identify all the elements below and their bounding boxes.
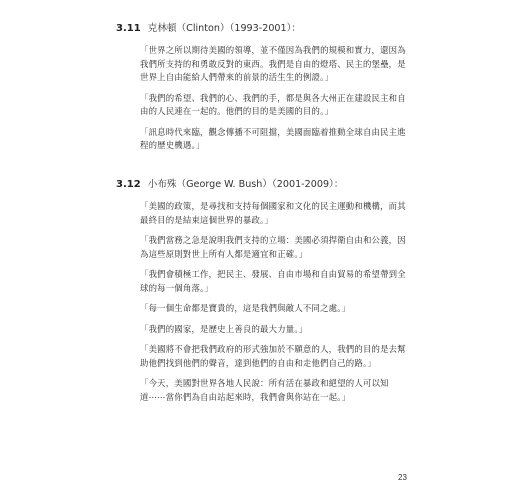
quote-paragraph: 「我們的國家，是歷史上善良的最大力量。」 bbox=[140, 323, 308, 334]
quote-paragraph: 「世界之所以期待美國的領導，並不僅因為我們的規模和實力，還因為我們所支持的和勇敢反對的東西。我們是自由的燈塔、民主的堡壘，是世界上自由能給人們帶來的前景的活生生的例證。」 bbox=[140, 45, 406, 82]
section-subject: 小布殊（George W. Bush）（2001-2009）： bbox=[147, 179, 344, 190]
section-clinton bbox=[116, 22, 411, 160]
quote-paragraph: 「美國將不會把我們政府的形式強加於不願意的人，我們的目的是去幫助他們找到他們的聲音，達到他們的自由和走他們自己的路。」 bbox=[140, 344, 406, 368]
section-number: 3.12 bbox=[116, 179, 141, 190]
quote-paragraph: 「訊息時代來臨，觀念傳播不可阻擋，美國面臨着推動全球自由民主進程的歷史機遇。」 bbox=[140, 126, 406, 150]
section-subject: 克林頓（Clinton）（1993-2001）： bbox=[147, 23, 302, 34]
section-bush bbox=[116, 178, 411, 411]
quote-paragraph: 「我們會積極工作，把民主、發展、自由市場和自由貿易的希望帶到全球的每一個角落。」 bbox=[140, 269, 406, 293]
quote-paragraph: 「美國的政策，是尋找和支持每個國家和文化的民主運動和機構，而其最終目的是結束這個世界的暴政。」 bbox=[140, 201, 406, 225]
section-heading bbox=[116, 22, 411, 36]
page-number: 23 bbox=[398, 473, 407, 482]
section-number: 3.11 bbox=[116, 23, 141, 34]
quote-paragraph: 「我們的希望、我們的心、我們的手，都是與各大州正在建設民主和自由的人民連在一起的。他們的目的是美國的目的。」 bbox=[140, 92, 406, 116]
quote-paragraph: 「今天，美國對世界各地人民說：所有活在暴政和絕望的人可以知道⋯⋯當你們為自由站起來時，我們會與你站在一起。」 bbox=[140, 378, 389, 402]
quote-paragraph: 「我們當務之急是說明我們支持的立場：美國必須捍衛自由和公義，因為這些原則對世上所有人都是適宜和正確。」 bbox=[140, 235, 406, 259]
quote-paragraph: 「每一個生命都是寶貴的，這是我們與敵人不同之處。」 bbox=[140, 303, 351, 313]
section-heading bbox=[116, 178, 411, 192]
